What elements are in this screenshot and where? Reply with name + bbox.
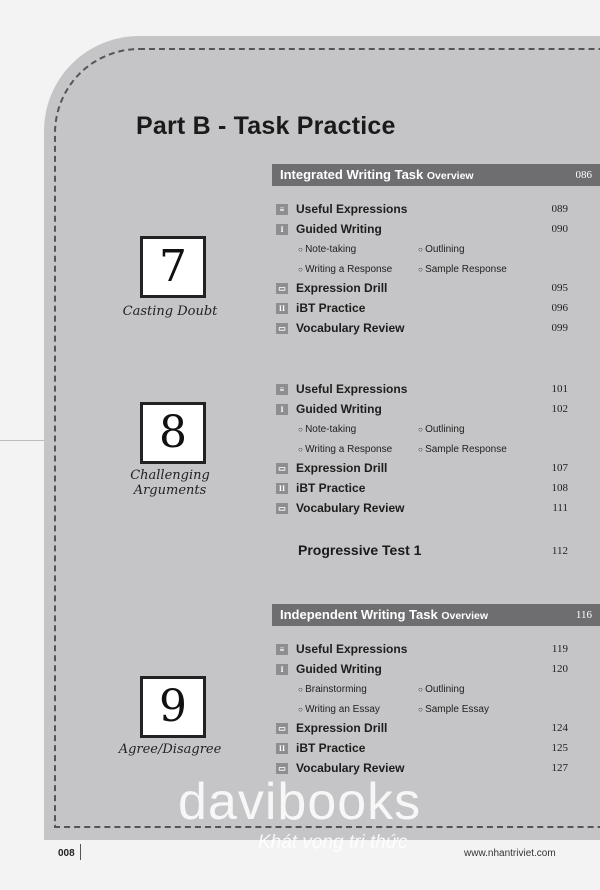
page-number: 008 — [58, 848, 75, 859]
entry-label: Useful Expressions — [296, 202, 408, 216]
independent-header-suffix: Overview — [441, 610, 489, 622]
entry-page: 099 — [551, 322, 568, 334]
entry-label: Expression Drill — [296, 461, 388, 475]
toc-entry[interactable] — [276, 642, 568, 660]
entry-page: 108 — [551, 482, 568, 494]
sub-entry: ○ Brainstorming — [298, 684, 367, 695]
sub-entry: ○ Sample Essay — [418, 704, 489, 715]
entry-label: Vocabulary Review — [296, 321, 405, 335]
sub-entry: ○ Note-taking — [298, 244, 356, 255]
unit-8-caption — [95, 468, 245, 498]
toc-entry[interactable] — [276, 382, 568, 400]
progressive-test-link[interactable]: Progressive Test 1 — [298, 542, 422, 558]
toc-entry[interactable] — [276, 222, 568, 240]
book-icon: ▭ — [276, 763, 288, 774]
unit-9-frame — [140, 676, 206, 738]
toc-entry[interactable] — [276, 402, 568, 420]
entry-label: iBT Practice — [296, 301, 366, 315]
independent-task-header[interactable] — [272, 604, 600, 626]
entry-label: Vocabulary Review — [296, 501, 405, 515]
toc-entry[interactable] — [276, 481, 568, 499]
entry-page: 102 — [551, 403, 568, 415]
sub-entry: ○ Outlining — [418, 684, 465, 695]
entry-label: Vocabulary Review — [296, 761, 405, 775]
toc-entry[interactable] — [276, 301, 568, 319]
unit-number: 9 — [159, 681, 187, 732]
entry-page: 125 — [551, 742, 568, 754]
caption-line: Agree/Disagree — [118, 742, 222, 757]
sub-entry: ○ Writing a Response — [298, 264, 392, 275]
roman-one-icon: I — [276, 224, 288, 235]
integrated-header-title: Integrated Writing Task — [280, 167, 424, 182]
margin-rule — [0, 440, 44, 441]
entry-label: Useful Expressions — [296, 642, 408, 656]
caption-line: Challenging — [130, 468, 210, 483]
entry-label: Guided Writing — [296, 222, 382, 236]
book-icon: ▭ — [276, 283, 288, 294]
unit-9-caption — [95, 742, 245, 757]
list-icon: ≡ — [276, 384, 288, 395]
roman-two-icon: II — [276, 743, 288, 754]
roman-two-icon: II — [276, 303, 288, 314]
entry-label: iBT Practice — [296, 481, 366, 495]
toc-entry[interactable] — [276, 721, 568, 739]
entry-label: iBT Practice — [296, 741, 366, 755]
watermark-logo: davibooks — [178, 773, 422, 831]
unit-7-frame — [140, 236, 206, 298]
entry-label: Guided Writing — [296, 402, 382, 416]
toc-entry[interactable] — [276, 202, 568, 220]
list-icon: ≡ — [276, 644, 288, 655]
book-icon: ▭ — [276, 503, 288, 514]
sub-entry: ○ Writing an Essay — [298, 704, 380, 715]
toc-entry[interactable] — [276, 741, 568, 759]
entry-page: 111 — [552, 502, 568, 514]
entry-label: Expression Drill — [296, 281, 388, 295]
footer-divider — [80, 844, 81, 860]
sub-entry: ○ Sample Response — [418, 444, 507, 455]
entry-page: 127 — [551, 762, 568, 774]
sub-entry: ○ Sample Response — [418, 264, 507, 275]
book-icon: ▭ — [276, 723, 288, 734]
entry-page: 096 — [551, 302, 568, 314]
integrated-header-page: 086 — [575, 169, 592, 181]
progressive-test-page: 112 — [551, 545, 568, 557]
entry-page: 120 — [551, 663, 568, 675]
sub-entry: ○ Note-taking — [298, 424, 356, 435]
entry-page: 124 — [551, 722, 568, 734]
list-icon: ≡ — [276, 204, 288, 215]
toc-entry[interactable] — [276, 662, 568, 680]
sub-entry: ○ Outlining — [418, 244, 465, 255]
page-title: Part B - Task Practice — [136, 112, 396, 140]
caption-line: Casting Doubt — [122, 304, 218, 319]
entry-page: 089 — [551, 203, 568, 215]
book-icon: ▭ — [276, 463, 288, 474]
roman-one-icon: I — [276, 404, 288, 415]
website-link[interactable]: www.nhantriviet.com — [464, 848, 556, 859]
entry-page: 101 — [551, 383, 568, 395]
book-icon: ▭ — [276, 323, 288, 334]
entry-label: Expression Drill — [296, 721, 388, 735]
toc-entry[interactable] — [276, 321, 568, 339]
independent-header-title: Independent Writing Task — [280, 607, 438, 622]
roman-one-icon: I — [276, 664, 288, 675]
entry-label: Useful Expressions — [296, 382, 408, 396]
independent-header-page: 116 — [575, 609, 592, 621]
unit-number: 8 — [159, 407, 187, 458]
unit-number: 7 — [159, 241, 187, 292]
integrated-header-suffix: Overview — [426, 170, 474, 182]
entry-label: Guided Writing — [296, 662, 382, 676]
sub-entry: ○ Outlining — [418, 424, 465, 435]
toc-entry[interactable] — [276, 501, 568, 519]
entry-page: 095 — [551, 282, 568, 294]
entry-page: 107 — [551, 462, 568, 474]
integrated-task-header[interactable] — [272, 164, 600, 186]
toc-entry[interactable] — [276, 461, 568, 479]
sub-entry: ○ Writing a Response — [298, 444, 392, 455]
unit-7-caption — [95, 304, 245, 319]
watermark-tagline: Khát vọng tri thức — [258, 832, 408, 853]
roman-two-icon: II — [276, 483, 288, 494]
entry-page: 119 — [551, 643, 568, 655]
entry-page: 090 — [551, 223, 568, 235]
unit-8-frame — [140, 402, 206, 464]
caption-line: Arguments — [133, 483, 207, 498]
toc-entry[interactable] — [276, 281, 568, 299]
